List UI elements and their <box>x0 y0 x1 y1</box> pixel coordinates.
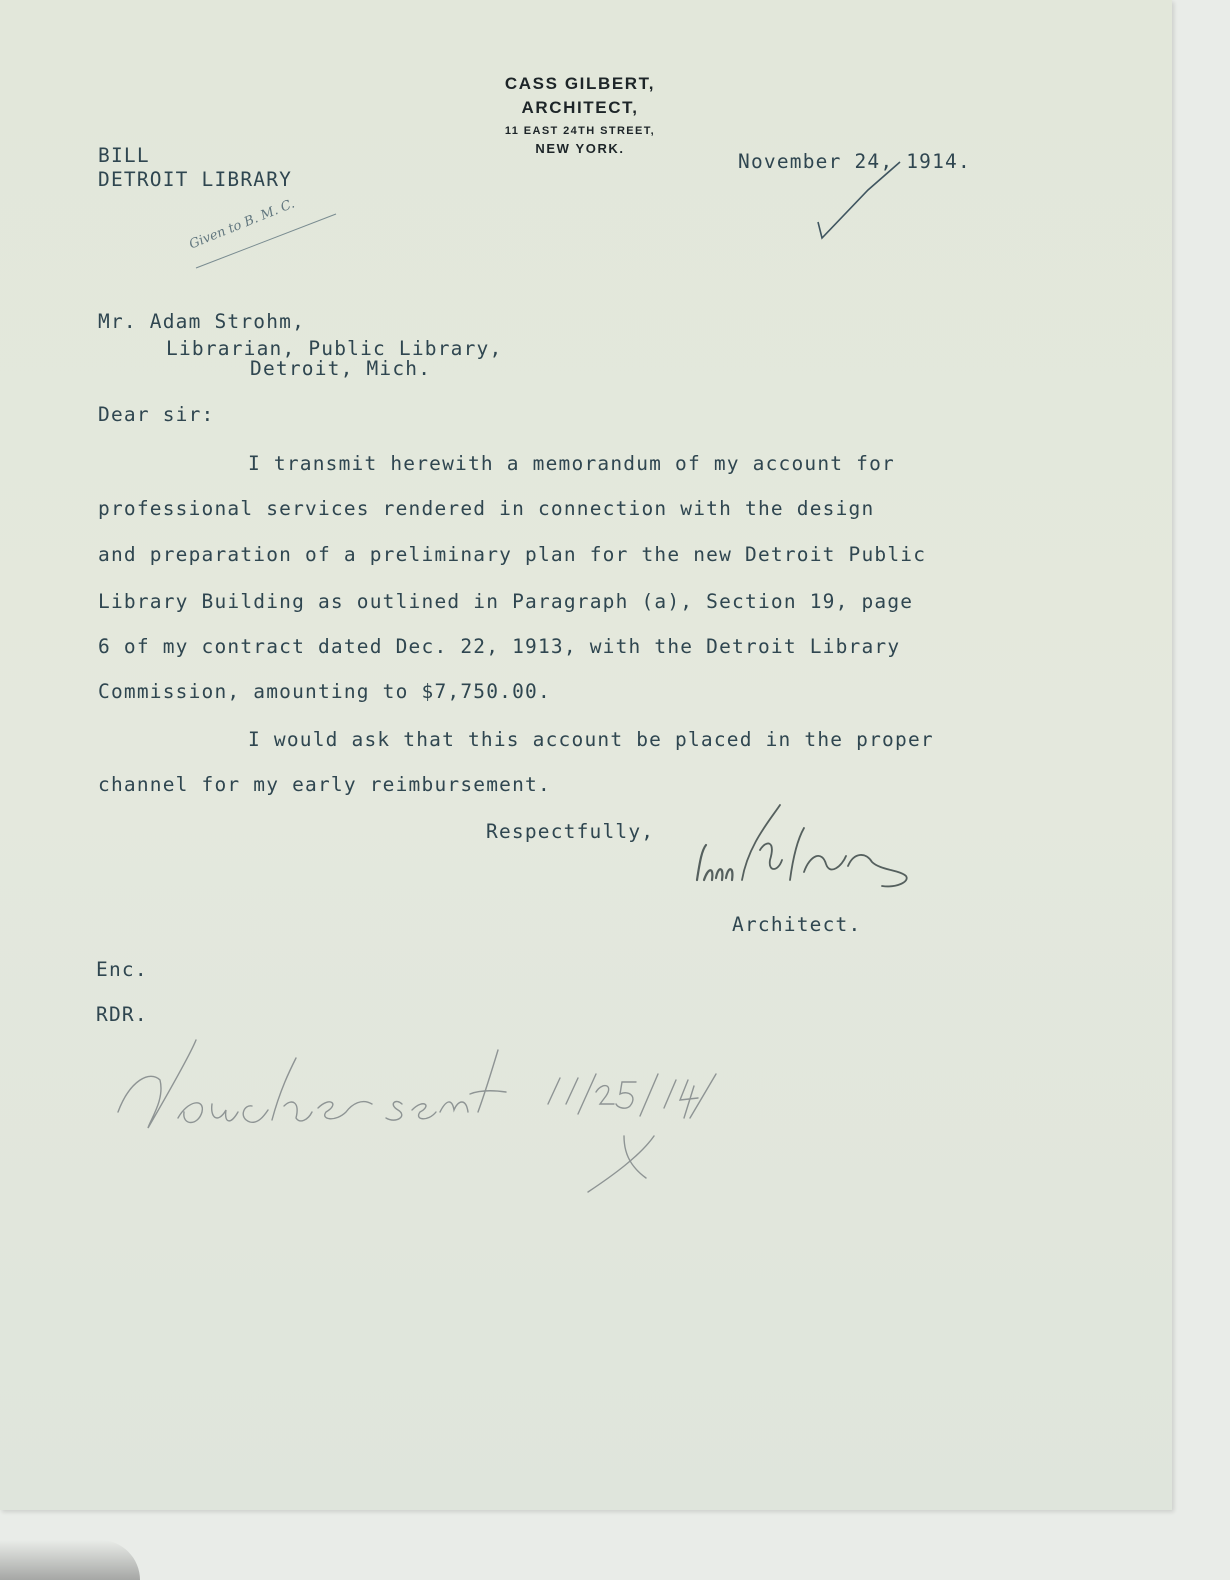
bill-label: BILL <box>98 144 150 167</box>
signer-title: Architect. <box>732 913 862 936</box>
letterhead-city: NEW YORK. <box>535 141 625 156</box>
letter-date: November 24, 1914. <box>738 150 971 173</box>
pencil-note <box>118 1040 716 1192</box>
addressee-title: Librarian, Public Library, <box>166 337 503 360</box>
signature-icon <box>697 805 907 886</box>
scan-edge-shadow <box>0 1540 140 1580</box>
body-line: channel for my early reimbursement. <box>98 773 551 796</box>
addressee-city: Detroit, Mich. <box>250 357 432 380</box>
closing: Respectfully, <box>486 820 655 843</box>
check-mark-icon <box>818 162 900 238</box>
bill-subject: DETROIT LIBRARY <box>98 168 293 191</box>
addressee-name: Mr. Adam Strohm, <box>98 310 306 333</box>
body-line: and preparation of a preliminary plan for the new Detroit Public <box>98 543 927 566</box>
body-line: Library Building as outlined in Paragraph (a), Section 19, page <box>98 590 914 613</box>
salutation: Dear sir: <box>98 403 215 426</box>
typist-initials: RDR. <box>96 1003 148 1026</box>
letterhead-name: CASS GILBERT, <box>504 74 656 93</box>
letterhead-address: 11 EAST 24TH STREET, <box>504 125 656 137</box>
body-line: 6 of my contract dated Dec. 22, 1913, with the Detroit Library <box>98 635 901 658</box>
given-to-stamp: Given to B. M. C. <box>187 196 297 253</box>
body-line: Commission, amounting to $7,750.00. <box>98 680 551 703</box>
body-line: I would ask that this account be placed in the proper <box>248 728 934 751</box>
body-line: professional services rendered in connection with the design <box>98 497 875 520</box>
enclosure-note: Enc. <box>96 958 148 981</box>
body-line: I transmit herewith a memorandum of my account for <box>248 452 895 475</box>
letterhead-title: ARCHITECT, <box>521 98 639 117</box>
